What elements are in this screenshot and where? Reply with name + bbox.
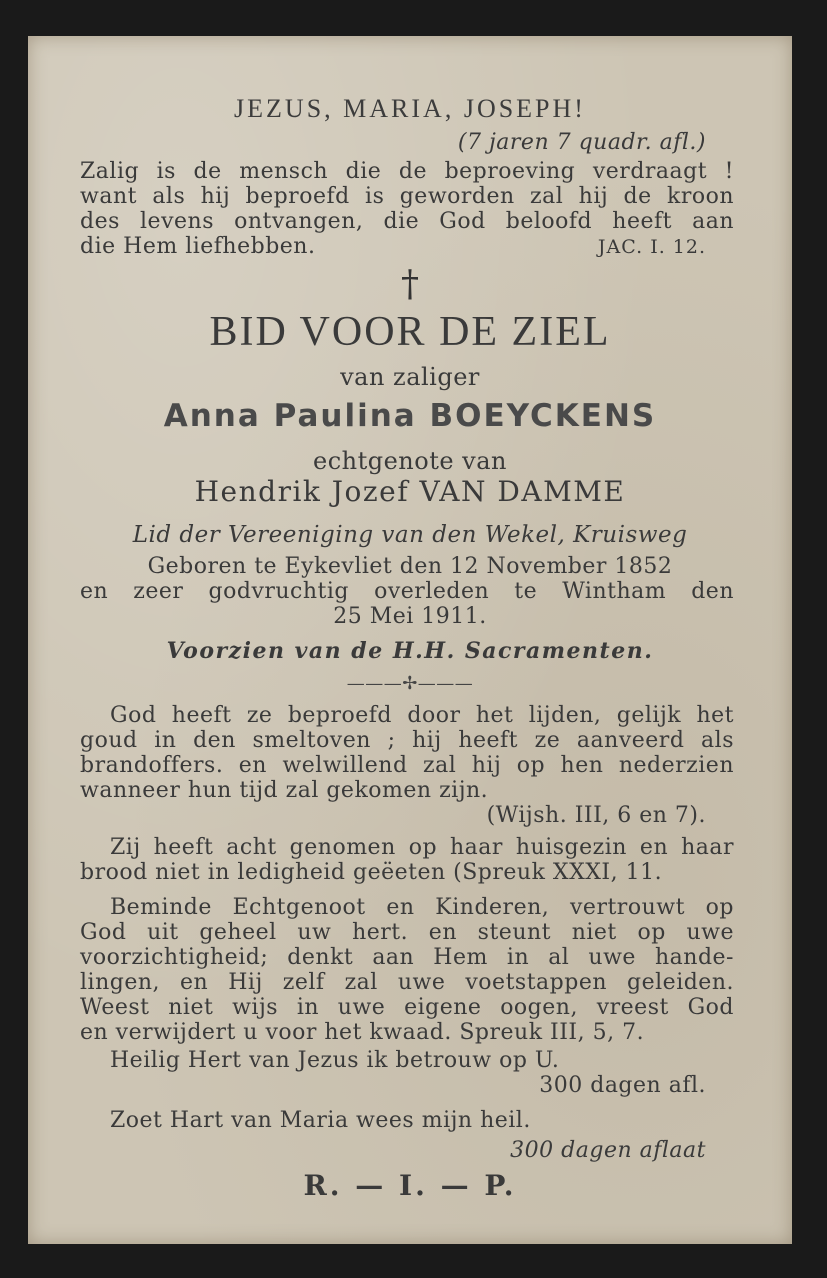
birth-line: Geboren te Eykevliet den 12 November 1852 [147,554,673,579]
verse1-line-2: want als hij beproefd is geworden zal hij de kroon [80,184,734,209]
spouse-name: Hendrik Jozef VAN DAMME [194,475,626,508]
ejaculation2-text: Zoet Hart van Maria wees mijn heil. [110,1108,531,1133]
header-indulgence: (7 jaren 7 quadr. afl.) [457,130,706,155]
verse4-line-2: God uit geheel uw hert. en steunt niet op uwe [80,920,734,945]
verse3-line-2: brood niet in ledigheid geëeten (Spreuk XXXI, 11. [80,860,663,885]
verse1-line-3: des levens ontvangen, die God beloofd heeft aan [80,209,734,234]
spouse-intro: echtgenote van [312,447,508,475]
verse2-reference: (Wijsh. III, 6 en 7). [486,803,706,828]
sacraments: Voorzien van de H.H. Sacramenten. [166,638,654,664]
verse4-line-3: voorzichtigheid; denkt aan Hem in al uwe hande- [80,945,734,970]
verse1-reference: JAC. I. 12. [597,236,706,258]
verse4-line-4: lingen, en Hij zelf zal uwe voetstappen geleiden. [80,970,734,995]
membership: Lid der Vereeniging van den Wekel, Kruisweg [132,522,688,548]
ejaculation1-indulgence: 300 dagen afl. [539,1073,706,1098]
prayer-title: BID VOOR DE ZIEL [209,309,611,355]
header-title: JEZUS, MARIA, JOSEPH! [234,94,586,123]
death-date: 25 Mei 1911. [333,604,487,629]
ejaculation2-indulgence: 300 dagen aflaat [510,1138,706,1163]
verse2-line-3: brandoffers. en welwillend zal hij op hen nederzien [80,753,734,778]
verse3-line-1: Zij heeft acht genomen op haar huisgezin en haar [110,835,734,860]
ejaculation1-text: Heilig Hert van Jezus ik betrouw op U. [110,1048,560,1073]
verse2-line-2: goud in den smeltoven ; hij heeft ze aanveerd als [80,728,734,753]
verse1-last-line: die Hem liefhebben. [80,234,316,259]
cross-icon: † [401,264,419,305]
death-line: en zeer godvruchtig overleden te Wintham den [80,579,734,604]
verse2-line-1: God heeft ze beproefd door het lijden, gelijk het [110,703,734,728]
van-zaliger: van zaliger [340,363,480,391]
ornament-divider: ———✢——— [346,673,474,694]
verse1-line-1: Zalig is de mensch die de beproeving verdraagt ! [80,159,734,184]
closing-rip: R. — I. — P. [303,1169,517,1202]
verse4-line-1: Beminde Echtgenoot en Kinderen, vertrouwt op [110,895,734,920]
verse4-line-6: en verwijdert u voor het kwaad. Spreuk III, 5, 7. [80,1020,645,1045]
deceased-name: Anna Paulina BOEYCKENS [163,398,657,434]
memorial-card [28,36,792,1244]
verse4-line-5: Weest niet wijs in uwe eigene oogen, vreest God [80,995,734,1020]
verse2-last-line: wanneer hun tijd zal gekomen zijn. [80,778,489,803]
